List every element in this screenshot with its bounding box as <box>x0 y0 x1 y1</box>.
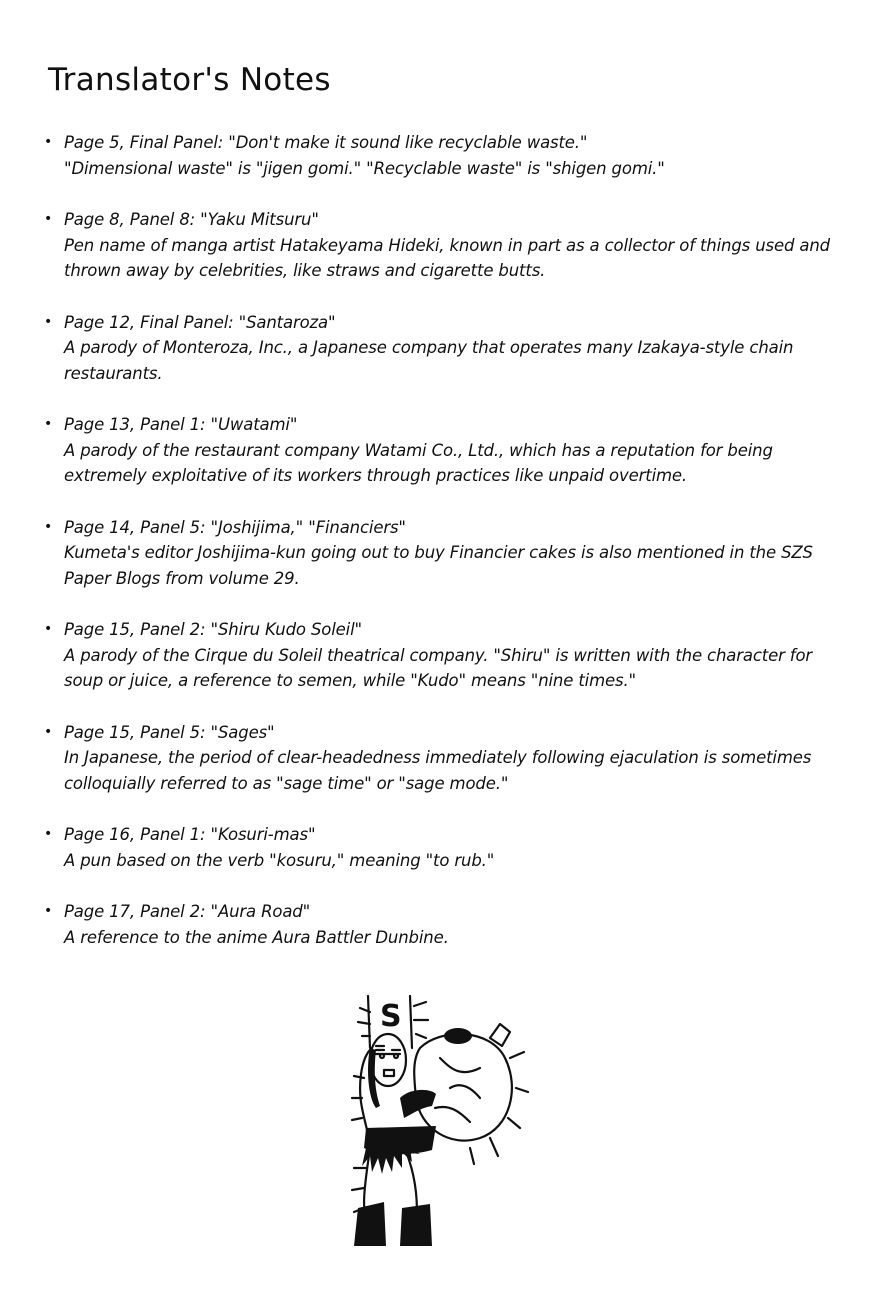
note-item <box>44 617 834 694</box>
note-item <box>44 207 834 284</box>
note-item <box>44 130 834 181</box>
note-body: A parody of the restaurant company Watami Co., Ltd., which has a reputation for being extremely exploitative of its workers through practices like unpaid overtime. <box>64 440 773 485</box>
note-heading: Page 13, Panel 1: "Uwatami" <box>64 415 298 434</box>
note-body: A pun based on the verb "kosuru," meaning "to rub." <box>64 850 495 870</box>
note-body: A reference to the anime Aura Battler Dunbine. <box>64 927 449 947</box>
bullet-icon: • <box>44 134 53 150</box>
page-title: Translator's Notes <box>48 62 331 98</box>
notes-list <box>44 130 834 976</box>
sack-lines <box>435 1058 480 1122</box>
note-body: A parody of Monteroza, Inc., a Japanese company that operates many Izakaya-style chain restaurants. <box>64 338 794 383</box>
note-item <box>44 515 834 592</box>
bullet-icon: • <box>44 211 53 227</box>
note-item <box>44 899 834 950</box>
bullet-icon: • <box>44 903 53 919</box>
note-heading: Page 15, Panel 2: "Shiru Kudo Soleil" <box>64 620 362 639</box>
left-boot <box>354 1202 386 1246</box>
sack-outline <box>414 1034 512 1141</box>
bullet-icon: • <box>44 518 53 535</box>
note-heading: Page 8, Panel 8: "Yaku Mitsuru" <box>64 210 319 229</box>
note-heading: Page 15, Panel 5: "Sages" <box>64 722 275 742</box>
note-heading: Page 12, Final Panel: "Santaroza" <box>64 312 336 332</box>
note-heading: Page 5, Final Panel: "Don't make it sound like recyclable waste." <box>64 133 588 152</box>
santa-character-illustration <box>340 988 530 1250</box>
bullet-icon: • <box>44 313 53 330</box>
bullet-icon: • <box>44 416 53 432</box>
right-boot <box>400 1204 432 1246</box>
bullet-icon: • <box>44 723 53 740</box>
note-heading: Page 16, Panel 1: "Kosuri-mas" <box>64 825 316 844</box>
note-body: A parody of the Cirque du Soleil theatrical company. "Shiru" is written with the character for soup or juice, a reference to semen, while "Kudo" means "nine times." <box>64 645 813 690</box>
sack-patch <box>444 1028 472 1044</box>
note-heading: Page 17, Panel 2: "Aura Road" <box>64 902 311 921</box>
bullet-icon: • <box>44 826 53 842</box>
glove <box>400 1090 436 1118</box>
bullet-icon: • <box>44 621 53 637</box>
note-body: Kumeta's editor Joshijima-kun going out to buy Financier cakes is also mentioned in the SZS Paper Blogs from volume 29. <box>64 543 813 588</box>
note-item <box>44 310 834 387</box>
eye <box>380 1054 384 1058</box>
face-lines <box>376 1046 400 1054</box>
badge-letter: S <box>380 999 402 1034</box>
note-item <box>44 822 834 873</box>
note-item <box>44 412 834 489</box>
note-item <box>44 720 834 797</box>
eye <box>394 1054 398 1058</box>
hair-side <box>368 1048 380 1108</box>
mouth <box>384 1070 394 1076</box>
note-heading: Page 14, Panel 5: "Joshijima," "Financiers" <box>64 517 406 537</box>
note-body: Pen name of manga artist Hatakeyama Hideki, known in part as a collector of things used and thrown away by celebrities, like straws and cigarette butts. <box>64 235 830 280</box>
face-outline <box>370 1034 406 1086</box>
note-body: "Dimensional waste" is "jigen gomi." "Recyclable waste" is "shigen gomi." <box>64 158 665 178</box>
note-body: In Japanese, the period of clear-headedness immediately following ejaculation is sometimes colloquially referred to as "sage time" or "sage mode." <box>64 748 812 793</box>
